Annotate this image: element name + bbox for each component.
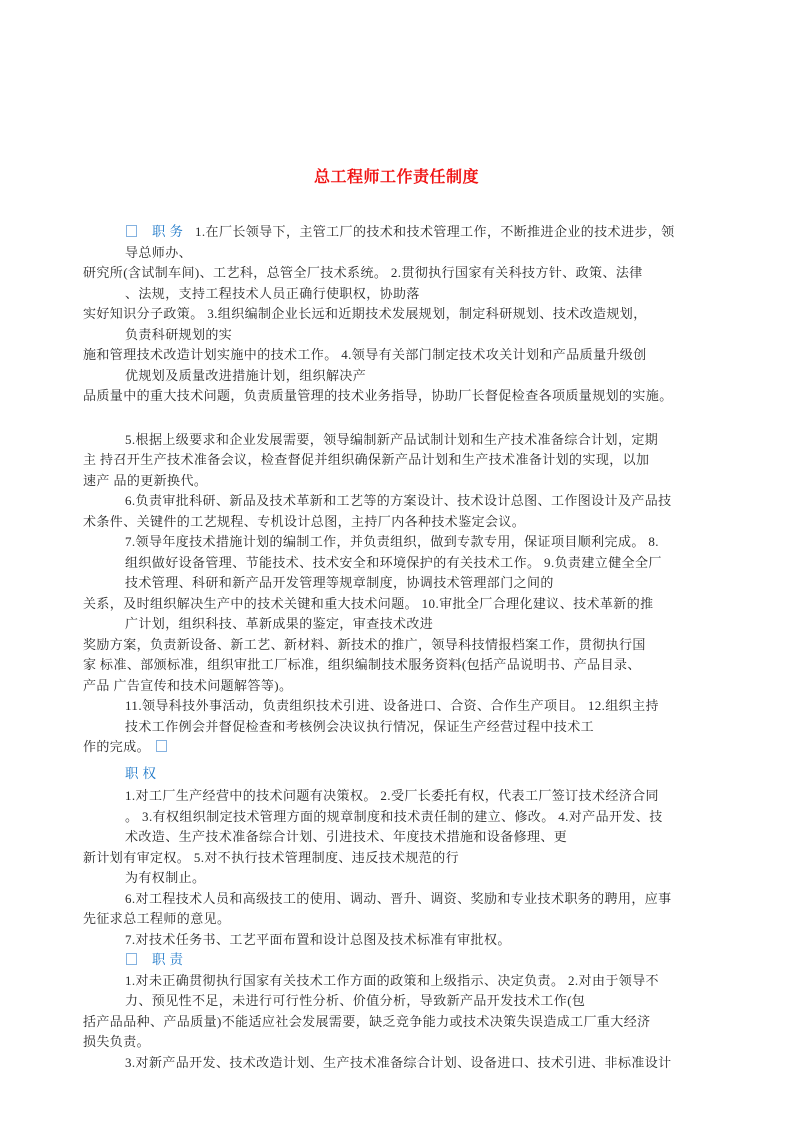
line-text: 品质量中的重大技术问题，负责质量管理的技术业务指导，协助厂长督促检查各项质量规划的实施。 (83, 388, 673, 403)
text-line (83, 430, 710, 451)
text-line (83, 450, 710, 471)
line-text: 关系，及时组织解决生产中的技术关键和重大技术问题。 10.审批全厂合理化建议、技术革新的推 (83, 595, 654, 611)
text-line (83, 573, 710, 594)
text-line (83, 786, 710, 807)
text-line (83, 764, 710, 785)
line-text: 实好知识分子政策。 3.组织编制企业长远和近期技术发展规划，制定科研规划、技术改造规划， (83, 306, 647, 321)
text-line (83, 737, 710, 758)
line-text: 技术管理、科研和新产品开发管理等规章制度，协调技术管理部门之间的 (125, 575, 554, 590)
text-line (83, 614, 710, 635)
line-text: 作的完成。 (83, 739, 151, 754)
document-body (83, 222, 710, 1073)
text-line (83, 655, 710, 676)
line-text: 速产 品的更新换代。 (83, 472, 208, 488)
text-line (83, 222, 710, 243)
text-line (83, 304, 710, 325)
line-text: 术条件、关键件的工艺规程、专机设计总图，主持厂内各种技术鉴定会议。 (83, 513, 526, 529)
line-text: 。 3.有权组织制定技术管理方面的规章制度和技术责任制的建立、修改。 4.对产品开发、技 (125, 808, 663, 824)
text-line (83, 471, 710, 492)
text-line (83, 532, 710, 553)
line-text: 组织做好设备管理、节能技术、技术安全和环境保护的有关技术工作。 9.负责建立健全全厂 (125, 554, 662, 570)
line-text: 7.对技术任务书、工艺平面布置和设计总图及技术标准有审批权。 (125, 931, 511, 947)
line-text: 新计划有审定权。 5.对不执行技术管理制度、违反技术规范的行 (83, 849, 460, 865)
text-line (83, 491, 710, 512)
text-line (83, 635, 710, 656)
line-text: 7.领导年度技术措施计划的编制工作，并负责组织，做到专款专用，保证项目顺利完成。 8. (125, 534, 659, 549)
section-label: 职权 (125, 765, 160, 781)
line-text: 导总师办、 (125, 244, 193, 260)
line-text: 11.领导科技外事活动，负责组织技术引进、设备进口、合资、合作生产项目。 12.组织主持 (125, 698, 659, 713)
text-line (83, 950, 710, 971)
line-text: 为有权制止。 (125, 870, 206, 885)
text-line (83, 1053, 710, 1074)
text-line (83, 807, 710, 828)
line-text: 先征求总工程师的意见。 (83, 911, 231, 926)
text-line (83, 827, 710, 848)
text-line (83, 325, 710, 346)
line-text: 、法规，支持工程技术人员正确行使职权，协助落 (125, 285, 420, 301)
text-line (83, 717, 710, 738)
text-line (83, 1012, 710, 1033)
line-text: 5.根据上级要求和企业发展需要，领导编制新产品试制计划和生产技术准备综合计划，定期 (125, 431, 659, 447)
text-line (83, 512, 710, 533)
checkbox-square-icon (156, 740, 167, 752)
text-line (83, 930, 710, 951)
text-line (83, 243, 710, 264)
text-line (83, 594, 710, 615)
checkbox-square-icon (126, 953, 137, 965)
line-text: 研究所(含试制车间)、工艺科，总管全厂技术系统。 2.贯彻执行国家有关科技方针、政策、法律 (83, 265, 643, 280)
section-label: 职责 (152, 952, 187, 967)
line-text: 优规划及质量改进措施计划，组织解决产 (125, 367, 367, 383)
text-line (83, 971, 710, 992)
line-text: 主 持召开生产技术准备会议，检查督促并组织确保新产品计划和生产技术准备计划的实现，以加 (83, 452, 650, 467)
text-line (83, 284, 710, 305)
line-text: 广计划，组织科技、革新成果的鉴定，审查技术改进 (125, 616, 434, 631)
text-line (83, 263, 710, 284)
line-text: 力、预见性不足，未进行可行性分析、价值分析，导致新产品开发技术工作(包 (125, 993, 586, 1008)
text-line (83, 696, 710, 717)
line-text: 6.负责审批科研、新品及技术革新和工艺等的方案设计、技术设计总图、工作图设计及产品技 (125, 493, 672, 508)
text-line (83, 991, 710, 1012)
line-text: 6.对工程技术人员和高级技工的使用、调动、晋升、调资、奖励和专业技术职务的聘用，应事 (125, 890, 672, 906)
text-line (83, 386, 710, 407)
text-line (83, 1032, 710, 1053)
line-text: 1.在厂长领导下，主管工厂的技术和技术管理工作，不断推进企业的技术进步，领 (195, 224, 675, 239)
page-title: 总工程师工作责任制度 (313, 169, 479, 186)
line-text: 括产品品种、产品质量)不能适应社会发展需要，缺乏竞争能力或技术决策失误造成工厂重大经济 (83, 1013, 651, 1029)
line-text: 负责科研规划的实 (125, 326, 233, 342)
line-text: 3.对新产品开发、技术改造计划、生产技术准备综合计划、设备进口、技术引进、非标准设计 (125, 1054, 672, 1070)
text-line (83, 889, 710, 910)
text-line (83, 848, 710, 869)
line-text: 术改造、生产技术准备综合计划、引进技术、年度技术措施和设备修理、更 (125, 829, 568, 844)
text-line (83, 366, 710, 387)
checkbox-square-icon (126, 225, 137, 237)
line-text: 1.对未正确贯彻执行国家有关技术工作方面的政策和上级指示、决定负责。 2.对由于领导不 (125, 972, 659, 988)
text-line (83, 909, 710, 930)
section-label: 职务 (152, 224, 187, 239)
line-text: 技术工作例会并督促检查和考核例会决议执行情况，保证生产经营过程中技术工 (125, 718, 595, 734)
text-line (83, 553, 710, 574)
line-text: 家 标准、部颁标准，组织审批工厂标准，组织编制技术服务资料(包括产品说明书、产品目录、 (83, 657, 641, 672)
line-text: 1.对工厂生产经营中的技术问题有决策权。 2.受厂长委托有权，代表工厂签订技术经济合同 (125, 788, 659, 803)
text-line (83, 868, 710, 889)
text-line (83, 345, 710, 366)
line-text: 产品 广告宣传和技术问题解答等)。 (83, 677, 293, 693)
line-text: 奖励方案，负责新设备、新工艺、新材料、新技术的推广，领导科技情报档案工作，贯彻执行国 (83, 636, 646, 652)
line-text: 损失负责。 (83, 1034, 151, 1049)
text-line (83, 676, 710, 697)
line-text: 施和管理技术改造计划实施中的技术工作。 4.领导有关部门制定技术攻关计划和产品质量升级创 (83, 347, 647, 362)
